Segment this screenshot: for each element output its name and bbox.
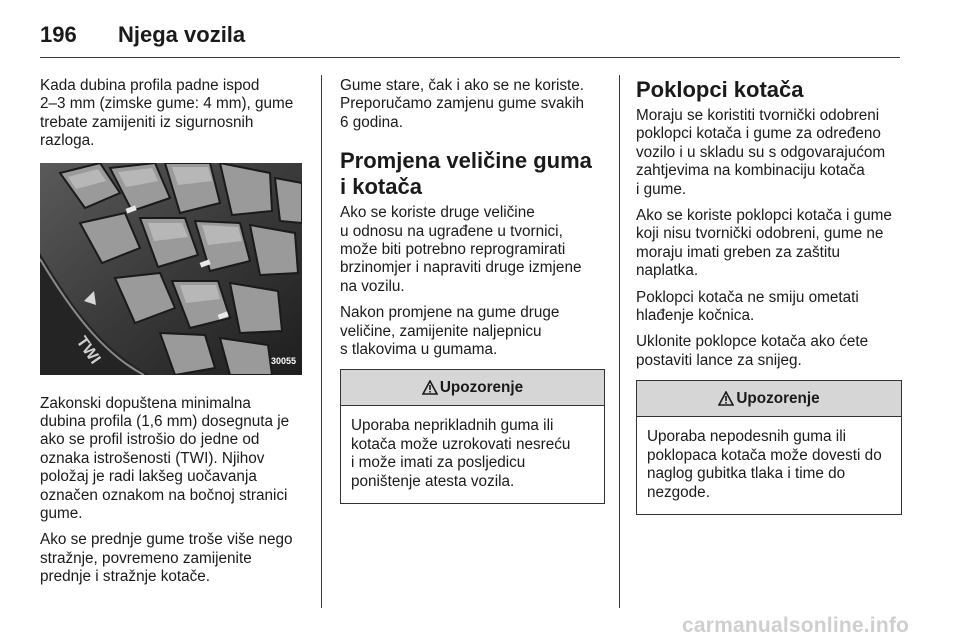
warning-title: Upozorenje	[439, 378, 524, 396]
warning-title: Upozorenje	[736, 389, 820, 407]
tire-tread-drawing	[40, 163, 302, 375]
warning-text: Uporaba neprikladnih guma ili kotača može uzrokovati nesreću i može imati za posljedicu poništenje atesta vozila.	[351, 417, 571, 490]
warning-header	[637, 381, 901, 417]
warning-triangle-icon	[422, 380, 438, 395]
warning-header	[341, 370, 604, 406]
tire-age-text: Gume stare, čak i ako se ne koriste. Preporučamo zamjenu gume svakih 6 godina.	[340, 77, 585, 131]
rim-protection-text: Ako se koriste poklopci kotača i gume koji nisu tvornički odobreni, gume ne moraju imati greben za zaštitu naplatka.	[636, 207, 892, 280]
column-divider-1	[321, 75, 322, 608]
column-3	[636, 77, 902, 515]
wheel-covers-heading: Poklopci kotača	[636, 77, 804, 102]
tread-depth-intro: Kada dubina profila padne ispod 2–3 mm (zimske gume: 4 mm), gume trebate zamijeniti iz sigurnosnih razloga.	[40, 77, 294, 150]
tire-size-change-heading: Promjena veličine guma i kotača	[340, 148, 592, 200]
column-2	[340, 77, 605, 504]
page-number: 196	[40, 22, 77, 47]
twi-marker-label: TWI	[72, 333, 104, 367]
page-header	[40, 22, 245, 48]
twi-explanation: Zakonski dopuštena minimalna dubina profila (1,6 mm) dosegnuta je ako se profil istrošio do jedne od oznaka istrošenosti (TWI). Njihov položaj je radi lakšeg uočavanja označen oznakom na bočnoj stranici gume.	[40, 394, 290, 523]
warning-box	[340, 369, 605, 504]
tire-size-change-text: Ako se koriste druge veličine u odnosu na ugrađene u tvornici, može biti potrebno reprogramirati brzinomjer i napraviti druge izmjene na vozilu.	[340, 204, 582, 295]
column-divider-2	[619, 75, 620, 608]
column-1	[40, 77, 308, 595]
snow-chains-text: Uklonite poklopce kotača ako ćete postaviti lance za snijeg.	[636, 333, 869, 369]
section-title: Njega vozila	[118, 22, 246, 47]
approved-covers-text: Moraju se koristiti tvornički odobreni poklopci kotača i gume za određeno vozilo i u skladu su s odgovarajućom zahtjevima na kombinaciju kotača i gume.	[636, 107, 886, 198]
warning-text: Uporaba nepodesnih guma ili poklopaca kotača može dovesti do naglog gubitka tlaka i time do nezgode.	[647, 428, 882, 501]
warning-box	[636, 380, 902, 515]
figure-number: 30055	[270, 356, 296, 367]
front-tire-wear-text: Ako se prednje gume troše više nego stražnje, povremeno zamijenite prednje i stražnje kotače.	[40, 531, 293, 586]
tire-tread-illustration	[40, 163, 302, 375]
watermark: carmanualsonline.info	[682, 614, 910, 637]
header-divider	[40, 57, 900, 58]
warning-triangle-icon	[718, 391, 734, 406]
pressure-label-text: Nakon promjene na gume druge veličine, zamijenite naljepnicu s tlakovima u gumama.	[340, 304, 560, 359]
brake-cooling-text: Poklopci kotača ne smiju ometati hlađenje kočnica.	[636, 288, 859, 325]
